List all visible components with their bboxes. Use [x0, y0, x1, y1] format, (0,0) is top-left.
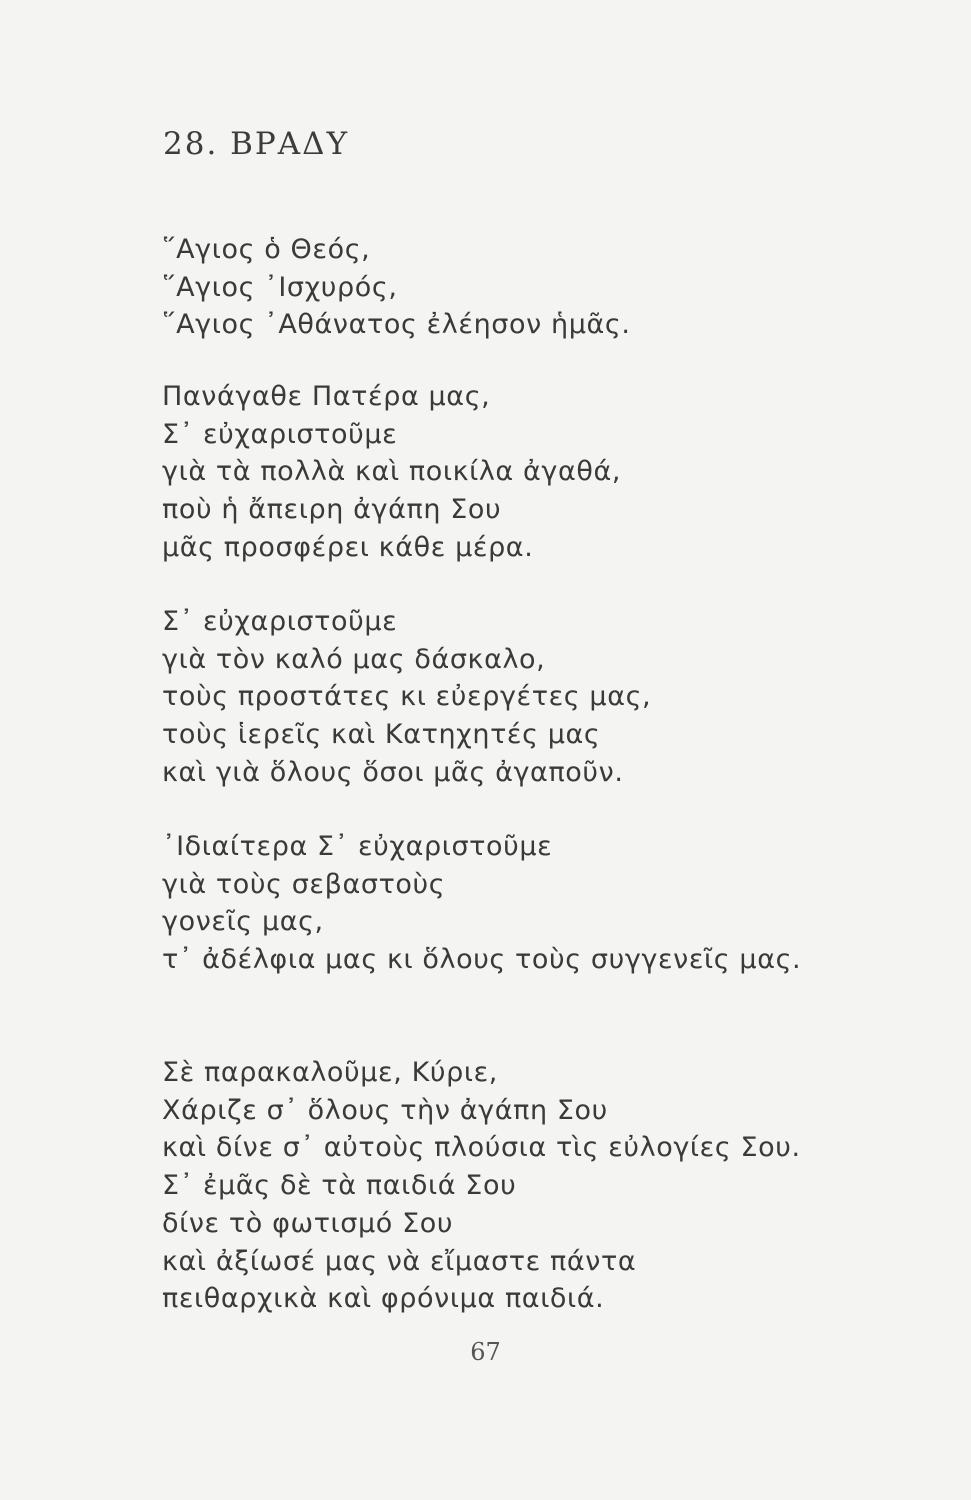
verse-line: ῞Αγιος ᾿Αθάνατος ἐλέησον ἡμᾶς.: [162, 309, 631, 341]
verse-line: Σ᾿ ἐμᾶς δὲ τὰ παιδιά Σου: [162, 1170, 517, 1202]
verse-line: Σ᾿ εὐχαριστοῦμε: [162, 606, 398, 637]
verse-line: γιὰ τὰ πολλὰ καὶ ποικίλα ἀγαθά,: [162, 456, 622, 488]
verse-line: πειθαρχικὰ καὶ φρόνιμα παιδιά.: [162, 1283, 605, 1315]
verse-line: Χάριζε σ᾿ ὅλους τὴν ἀγάπη Σου: [162, 1094, 608, 1126]
verse-line: γιὰ τοὺς σεβαστοὺς: [162, 868, 446, 900]
chapter-title: 28. ΒΡΑΔΥ: [163, 126, 350, 162]
verse-line: καὶ γιὰ ὅλους ὅσοι μᾶς ἀγαποῦν.: [162, 756, 624, 788]
verse-line: Πανάγαθε Πατέρα μας,: [162, 381, 491, 412]
verse-line: γιὰ τὸν καλό μας δάσκαλο,: [162, 643, 546, 675]
verse-line: δίνε τὸ φωτισμό Σου: [162, 1207, 454, 1239]
stanza: [162, 1054, 801, 1318]
page-number-text: 67: [470, 1338, 501, 1366]
verse-line: ποὺ ἡ ἄπειρη ἀγάπη Σου: [162, 494, 502, 526]
verse-line: τ᾿ ἀδέλφια μας κι ὅλους τοὺς συγγενεῖς μας.: [162, 944, 802, 976]
stanza: [162, 378, 621, 567]
verse-line: τοὺς ἱερεῖς καὶ Κατηχητές μας: [162, 719, 601, 751]
verse-line: μᾶς προσφέρει κάθε μέρα.: [162, 531, 534, 563]
verse-line: καὶ δίνε σ᾿ αὐτοὺς πλούσια τὶς εὐλογίες Σου.: [162, 1132, 801, 1164]
page-number: [0, 1336, 971, 1368]
verse-line: Σ᾿ εὐχαριστοῦμε: [162, 418, 398, 450]
verse-line: καὶ ἀξίωσέ μας νὰ εἴμαστε πάντα: [162, 1245, 637, 1277]
verse-line: γονεῖς μας,: [162, 906, 324, 938]
verse-line: ῞Αγιος ᾿Ισχυρός,: [162, 271, 398, 303]
stanza: [162, 231, 631, 344]
verse-line: Σὲ παρακαλοῦμε, Κύριε,: [162, 1057, 498, 1088]
verse-line: ῞Αγιος ὁ Θεός,: [162, 234, 371, 265]
verse-line: τοὺς προστάτες κι εὐεργέτες μας,: [162, 681, 652, 713]
verse-line: ᾿Ιδιαίτερα Σ᾿ εὐχαριστοῦμε: [162, 831, 553, 862]
stanza: [162, 603, 651, 792]
stanza: [162, 828, 801, 979]
